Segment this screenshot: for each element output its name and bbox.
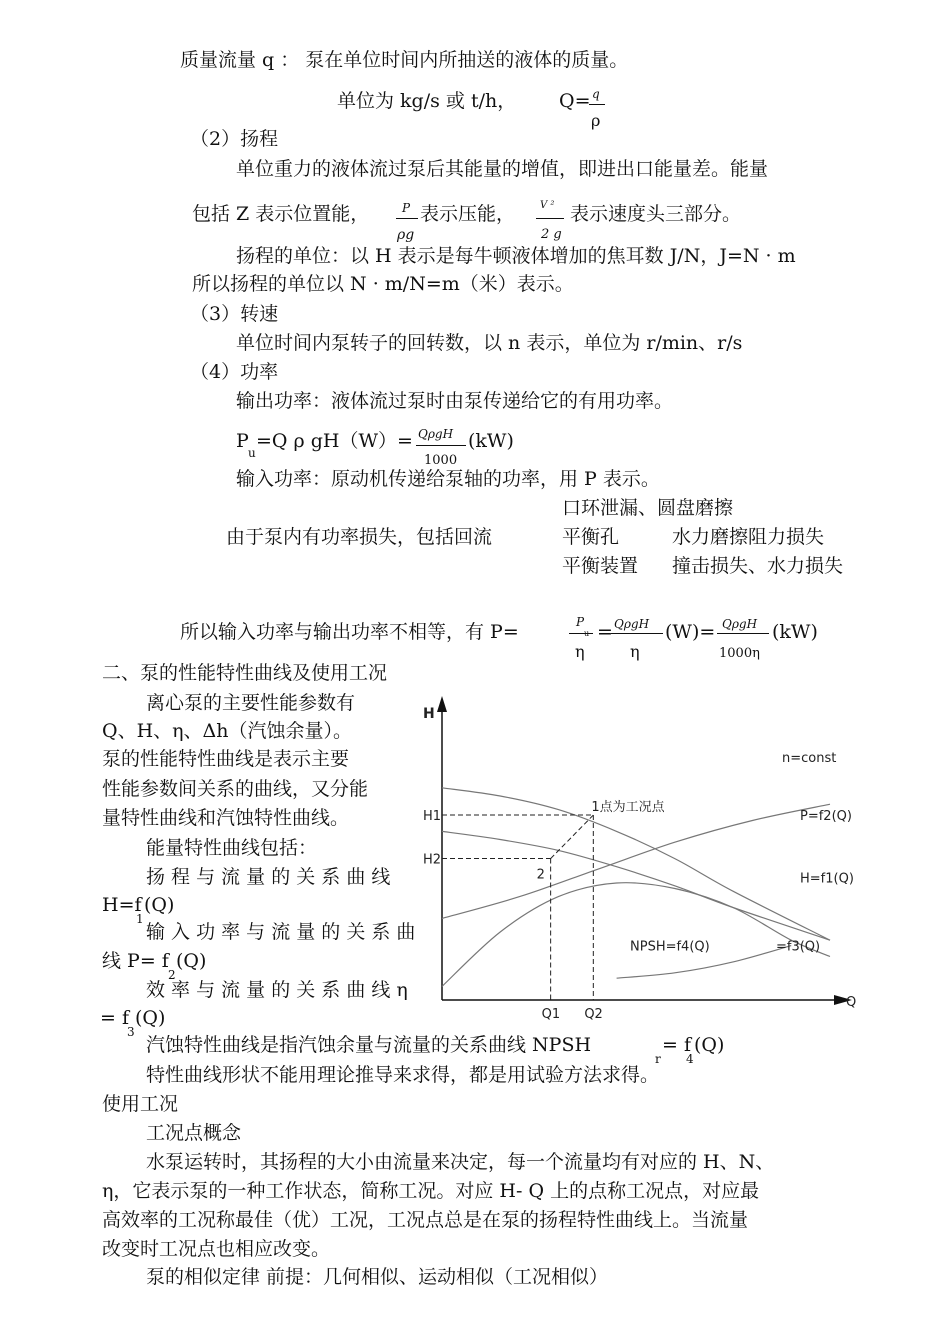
pu-formula-sub: u bbox=[248, 446, 256, 460]
npsh-curve-label: NPSH=f4(Q) bbox=[630, 939, 710, 955]
paragraph-line-2: η，它表示泵的一种工作状态，简称工况。对应 H- Q 上的点称工况点，对应最 bbox=[102, 1180, 760, 1202]
pin-f3-denominator: 1000η bbox=[719, 646, 760, 661]
pin-f1-bar bbox=[569, 633, 593, 634]
loss-item-3a: 平衡装置 bbox=[562, 555, 639, 577]
formula-h-f1-sub: 1 bbox=[136, 912, 144, 926]
q-fraction-bar bbox=[589, 104, 605, 105]
left-col-line-4: 性能参数间关系的曲线，又分能 bbox=[102, 778, 369, 800]
formula-h-f1-arg: (Q) bbox=[144, 894, 175, 916]
pin-f1-denominator: η bbox=[575, 642, 585, 661]
y-tick-h2: H2 bbox=[423, 852, 442, 868]
head-components-a: 包括 Z 表示位置能， bbox=[192, 203, 370, 225]
h-curve-label: H=f1(Q) bbox=[800, 871, 854, 887]
point-2-annotation: 2 bbox=[536, 867, 545, 883]
velocity-numerator: V ² bbox=[540, 200, 555, 211]
formula-p-f2: 线 P= f bbox=[102, 950, 169, 972]
left-col-line-11: 效 率 与 流 量 的 关 系 曲 线 η bbox=[146, 979, 408, 1001]
series-line-2 bbox=[442, 804, 830, 918]
pressure-fraction-bar bbox=[396, 218, 418, 219]
velocity-denominator: 2 g bbox=[541, 227, 562, 242]
pu-fraction-denominator: 1000 bbox=[424, 453, 458, 468]
loss-item-1: 口环泄漏、圆盘磨擦 bbox=[562, 497, 734, 519]
pin-f1-sub: u bbox=[584, 629, 590, 638]
speed-definition: 单位时间内泵转子的回转数，以 n 表示，单位为 r/min、r/s bbox=[236, 332, 743, 354]
q-fraction-denominator: ρ bbox=[591, 111, 601, 130]
series-layer bbox=[442, 788, 830, 987]
pu-fraction-bar bbox=[416, 445, 466, 446]
left-col-line-3: 泵的性能特性曲线是表示主要 bbox=[102, 748, 350, 770]
npsh-line: 汽蚀特性曲线是指汽蚀余量与流量的关系曲线 NPSH bbox=[146, 1034, 592, 1056]
paragraph-line-4: 改变时工况点也相应改变。 bbox=[102, 1238, 331, 1260]
pin-f2-bar bbox=[611, 633, 663, 634]
pu-formula-body: =Q ρ gH（W）= bbox=[256, 430, 413, 452]
section-speed: （3）转速 bbox=[190, 303, 279, 325]
pin-f1-numerator: P bbox=[576, 615, 585, 629]
left-col-line-5: 量特性曲线和汽蚀特性曲线。 bbox=[102, 807, 350, 829]
eta-curve-label: =f3(Q) bbox=[776, 939, 821, 955]
pressure-numerator: P bbox=[402, 201, 411, 215]
paragraph-line-3: 高效率的工况称最佳（优）工况，工况点总是在泵的扬程特性曲线上。当流量 bbox=[102, 1209, 749, 1231]
pressure-denominator: ρg bbox=[397, 227, 415, 243]
section-title-two: 二、泵的性能特性曲线及使用工况 bbox=[102, 662, 388, 684]
n-const-annotation: n=const bbox=[782, 751, 837, 766]
input-power-definition: 输入功率：原动机传递给泵轴的功率，用 P 表示。 bbox=[236, 468, 660, 490]
y-tick-h1: H1 bbox=[423, 809, 442, 825]
pu-formula-p: P bbox=[236, 430, 249, 452]
working-point-heading: 工况点概念 bbox=[146, 1122, 242, 1144]
pin-f2-numerator: QρgH bbox=[614, 617, 650, 631]
head-unit-2: 所以扬程的单位以 N · m/N=m（米）表示。 bbox=[192, 273, 574, 295]
head-definition: 单位重力的液体流过泵后其能量的增值，即进出口能量差。能量 bbox=[236, 158, 769, 180]
section-head: （2）扬程 bbox=[190, 128, 279, 150]
formula-p-f2-arg: (Q) bbox=[176, 950, 207, 972]
npsh-arg: (Q) bbox=[694, 1034, 725, 1056]
pin-equal: = bbox=[597, 621, 613, 643]
head-components-c: 表示速度头三部分。 bbox=[570, 203, 742, 225]
mass-flow-definition: 质量流量 q ： 泵在单位时间内所抽送的液体的质量。 bbox=[180, 49, 629, 71]
npsh-eq: = f bbox=[662, 1034, 691, 1056]
x-tick-q2: Q2 bbox=[584, 1007, 603, 1022]
pin-kilowatt: (kW) bbox=[772, 621, 818, 643]
working-point-annotation: 1点为工况点 bbox=[591, 800, 665, 816]
series-line-3 bbox=[442, 883, 830, 987]
pu-formula-unit: (kW) bbox=[468, 430, 514, 452]
pin-f3-numerator: QρgH bbox=[722, 617, 758, 631]
pin-watt: (W)= bbox=[665, 621, 716, 643]
use-conditions-heading: 使用工况 bbox=[102, 1093, 179, 1115]
npsh-sub-r: r bbox=[655, 1052, 661, 1066]
left-col-line-7: 扬 程 与 流 量 的 关 系 曲 线 bbox=[146, 866, 391, 888]
loss-item-2a: 平衡孔 bbox=[562, 526, 620, 548]
left-col-line-9: 输 入 功 率 与 流 量 的 关 系 曲 bbox=[146, 921, 416, 943]
unit-text: 单位为 kg/s 或 t/h， bbox=[337, 90, 517, 112]
velocity-fraction-bar bbox=[536, 218, 564, 219]
pin-f2-denominator: η bbox=[630, 642, 640, 661]
q-fraction-numerator: q bbox=[592, 87, 600, 101]
shape-line: 特性曲线形状不能用理论推导来求得，都是用试验方法求得。 bbox=[146, 1064, 660, 1086]
section-power: （4）功率 bbox=[190, 361, 279, 383]
pin-f3-bar bbox=[717, 633, 769, 634]
head-unit: 扬程的单位：以 H 表示是每牛顿液体增加的焦耳数 J/N，J=N · m bbox=[236, 245, 796, 267]
pu-fraction-numerator: QρgH bbox=[418, 427, 454, 441]
p-curve-label: P=f2(Q) bbox=[800, 809, 852, 825]
npsh-sub-4: 4 bbox=[686, 1052, 694, 1066]
loss-lead: 由于泵内有功率损失，包括回流 bbox=[226, 526, 493, 548]
q-equation: Q= bbox=[559, 90, 591, 112]
performance-curve-chart bbox=[420, 688, 860, 1028]
formula-eta-f3: = f bbox=[100, 1007, 129, 1029]
x-axis-label: Q bbox=[846, 995, 857, 1010]
y-axis-arrow bbox=[437, 696, 447, 712]
paragraph-line-1: 水泵运转时，其扬程的大小由流量来决定，每一个流量均有对应的 H、N、 bbox=[146, 1151, 775, 1173]
pin-formula-lead: 所以输入功率与输出功率不相等，有 P= bbox=[180, 621, 519, 643]
similarity-law-line: 泵的相似定律 前提：几何相似、运动相似（工况相似） bbox=[146, 1266, 609, 1288]
x-tick-q1: Q1 bbox=[541, 1007, 561, 1022]
head-components-b: 表示压能， bbox=[420, 203, 516, 225]
y-axis-label: H bbox=[423, 706, 435, 722]
formula-eta-f3-arg: (Q) bbox=[135, 1007, 166, 1029]
formula-h-f1: H=f bbox=[102, 894, 142, 916]
formula-eta-f3-sub: 3 bbox=[127, 1025, 135, 1039]
output-power-definition: 输出功率：液体流过泵时由泵传递给它的有用功率。 bbox=[236, 390, 674, 412]
left-col-line-2: Q、H、η、Δh（汽蚀余量）。 bbox=[102, 720, 352, 742]
point-connector bbox=[551, 815, 594, 859]
formula-p-f2-sub: 2 bbox=[168, 968, 176, 982]
left-col-line-1: 离心泵的主要性能参数有 bbox=[146, 692, 356, 714]
left-col-line-6: 能量特性曲线包括： bbox=[146, 837, 318, 859]
loss-item-3b: 撞击损失、水力损失 bbox=[672, 555, 844, 577]
loss-item-2b: 水力磨擦阻力损失 bbox=[672, 526, 825, 548]
label-layer bbox=[423, 751, 857, 1022]
series-line-1 bbox=[442, 831, 830, 940]
